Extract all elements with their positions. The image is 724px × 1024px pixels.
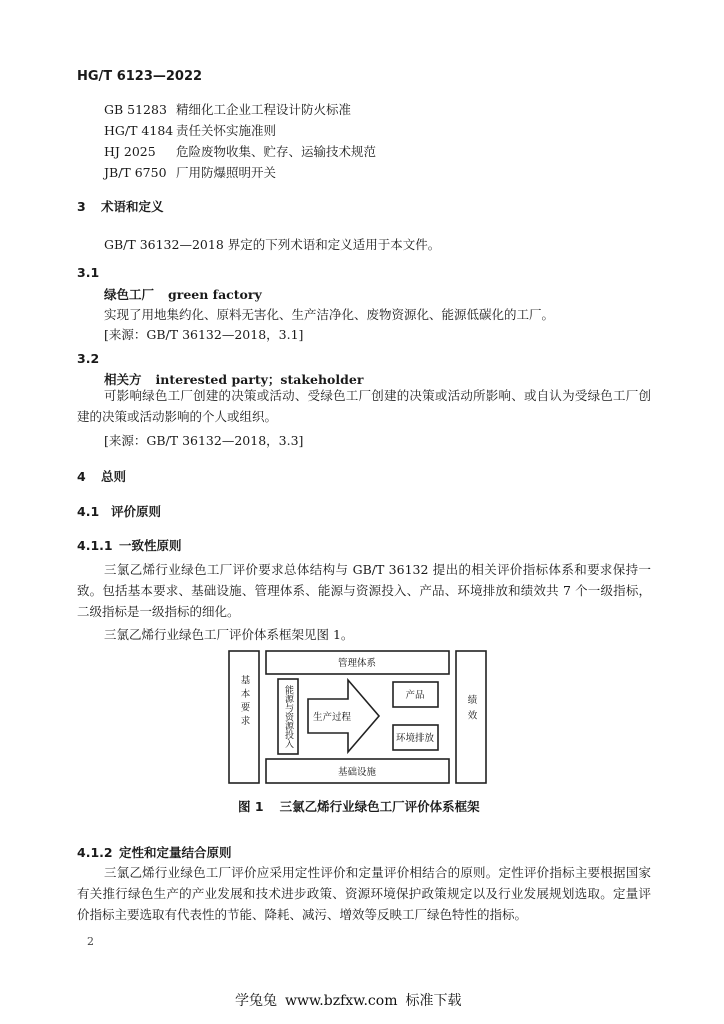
reference-title: 厂用防爆照明开关	[176, 165, 277, 180]
reference-item	[104, 142, 376, 160]
reference-item	[104, 121, 276, 139]
management-system-label: 管理体系	[337, 658, 377, 669]
subsection-heading	[77, 502, 161, 520]
body-paragraph: 三氯乙烯行业绿色工厂评价要求总体结构与 GB/T 36132 提出的相关评价指标体系和要求保持一致。包括基本要求、基础设施、管理体系、能源与资源投入、产品、环境排放和绩效共 7 个一级指标，二级指标是一级指标的细化。	[77, 562, 651, 619]
term-source: [来源：GB/T 36132—2018，3.1]	[104, 327, 304, 342]
subsection-number: 4.1.1	[77, 538, 113, 553]
reference-code: GB 51283	[104, 102, 167, 117]
term-number: 3.1	[77, 265, 100, 280]
subsection-heading	[77, 843, 232, 861]
term-entry	[104, 285, 262, 303]
section-heading	[77, 197, 164, 215]
term-zh: 相关方	[104, 372, 142, 387]
watermark-site: 学兔兔	[235, 993, 277, 1009]
subsection-title: 定性和定量结合原则	[119, 845, 232, 860]
section-number: 3	[77, 199, 86, 214]
watermark-footer	[235, 990, 461, 1010]
section-number: 4	[77, 469, 86, 484]
term-definition: 实现了用地集约化、原料无害化、生产洁净化、废物资源化、能源低碳化的工厂。	[104, 307, 555, 322]
term-zh: 绿色工厂	[104, 287, 155, 302]
subsection-number: 4.1	[77, 504, 100, 519]
term-number: 3.2	[77, 351, 100, 366]
reference-title: 责任关怀实施准则	[176, 123, 277, 138]
figure-reference: 三氯乙烯行业绿色工厂评价体系框架见图 1。	[104, 627, 354, 642]
reference-code: HG/T 4184	[104, 123, 174, 138]
emission-label: 环境排放	[395, 733, 435, 744]
figure-caption	[238, 797, 480, 815]
page-number: 2	[87, 935, 94, 948]
reference-title: 危险废物收集、贮存、运输技术规范	[176, 144, 377, 159]
body-paragraph: 三氯乙烯行业绿色工厂评价应采用定性评价和定量评价相结合的原则。定性评价指标主要根据国家有关推行绿色生产的产业发展和技术进步政策、资源环境保护政策规定以及行业发展规划选取。定量评价指标主要选取有代表性的节能、降耗、减污、增效等反映工厂绿色特性的指标。	[77, 865, 651, 922]
standard-number: HG/T 6123—2022	[77, 69, 203, 84]
reference-title: 精细化工企业工程设计防火标准	[176, 102, 352, 117]
reference-code: JB/T 6750	[104, 165, 167, 180]
term-definition: 可影响绿色工厂创建的决策或活动、受绿色工厂创建的决策或活动所影响、或自认为受绿色工厂创建的决策或活动影响的个人或组织。	[77, 388, 651, 424]
term-en: interested party；stakeholder	[155, 372, 364, 387]
reference-item	[104, 100, 351, 118]
production-label: 生产过程	[312, 712, 352, 723]
subsection-number: 4.1.2	[77, 845, 113, 860]
section-title: 术语和定义	[101, 199, 164, 214]
reference-code: HJ 2025	[104, 144, 156, 159]
term-source: [来源：GB/T 36132—2018，3.3]	[104, 433, 304, 448]
section-intro: GB/T 36132—2018 界定的下列术语和定义适用于本文件。	[104, 237, 441, 252]
performance-label: 绩效	[465, 694, 477, 726]
infrastructure-label: 基础设施	[337, 767, 377, 778]
framework-diagram	[226, 648, 490, 788]
subsection-title: 一致性原则	[119, 538, 182, 553]
watermark-url[interactable]: www.bzfxw.com	[285, 993, 398, 1009]
energy-input-label: 能源与资源投入	[283, 685, 293, 748]
term-en: green factory	[168, 287, 262, 302]
subsection-title: 评价原则	[111, 504, 162, 519]
section-title: 总则	[101, 469, 127, 484]
figure-title: 三氯乙烯行业绿色工厂评价体系框架	[279, 799, 480, 814]
subsection-heading	[77, 536, 182, 554]
figure-number: 图 1	[238, 799, 264, 814]
product-label: 产品	[405, 690, 425, 701]
watermark-tagline: 标准下载	[405, 993, 462, 1009]
section-heading	[77, 467, 126, 485]
reference-item	[104, 163, 276, 181]
basic-requirements-label: 基本要求	[238, 675, 250, 729]
